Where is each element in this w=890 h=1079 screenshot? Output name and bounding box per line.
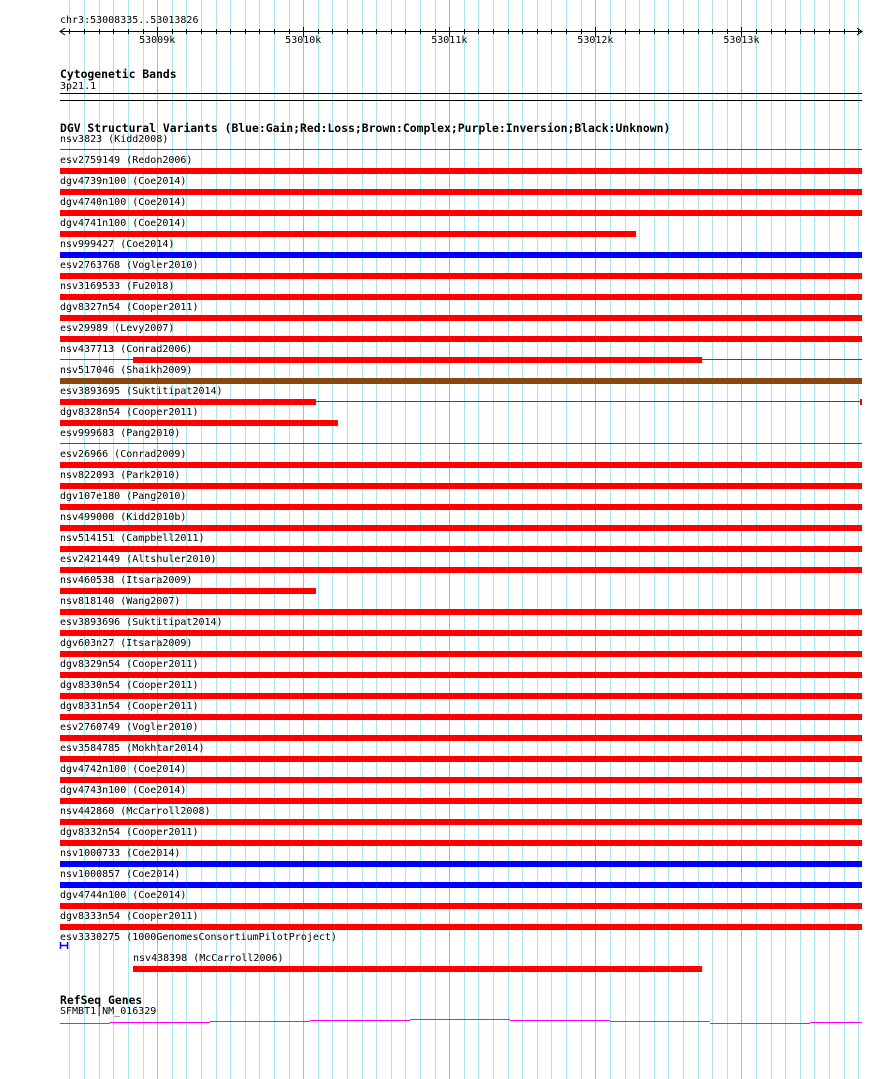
variant-label[interactable]: dgv4739n100 (Coe2014) bbox=[60, 176, 187, 187]
variant-label[interactable]: nsv514151 (Campbell2011) bbox=[60, 533, 205, 544]
variant-bar bbox=[60, 819, 862, 825]
variant-bar bbox=[60, 252, 862, 258]
variant-bar bbox=[60, 189, 862, 195]
variant-label[interactable]: esv2421449 (Altshuler2010) bbox=[60, 554, 217, 565]
variant-label[interactable]: dgv4744n100 (Coe2014) bbox=[60, 890, 187, 901]
variant-label[interactable]: nsv3169533 (Fu2018) bbox=[60, 281, 175, 292]
variant-bar bbox=[60, 756, 862, 762]
variant-bar bbox=[60, 231, 636, 237]
variant-bar bbox=[60, 924, 862, 930]
variant-label[interactable]: dgv4741n100 (Coe2014) bbox=[60, 218, 187, 229]
region-label: chr3:53008335..53013826 bbox=[60, 15, 199, 26]
variant-label[interactable]: esv2763768 (Vogler2010) bbox=[60, 260, 199, 271]
variant-label[interactable]: nsv818140 (Wang2007) bbox=[60, 596, 181, 607]
variant-label[interactable]: nsv1000733 (Coe2014) bbox=[60, 848, 181, 859]
variant-label[interactable]: nsv1000857 (Coe2014) bbox=[60, 869, 181, 880]
variant-bar bbox=[60, 336, 862, 342]
variant-label[interactable]: esv29989 (Levy2007) bbox=[60, 323, 175, 334]
variant-label[interactable]: dgv8331n54 (Cooper2011) bbox=[60, 701, 199, 712]
variant-label[interactable]: dgv8333n54 (Cooper2011) bbox=[60, 911, 199, 922]
variant-label[interactable]: dgv8332n54 (Cooper2011) bbox=[60, 827, 199, 838]
variant-bar bbox=[60, 693, 862, 699]
variant-bar bbox=[60, 315, 862, 321]
variant-label[interactable]: nsv3823 (Kidd2008) bbox=[60, 134, 169, 145]
variant-bar bbox=[60, 840, 862, 846]
ruler-tick-label: 53013k bbox=[723, 35, 760, 46]
variant-bar bbox=[60, 462, 862, 468]
variant-bar bbox=[60, 210, 862, 216]
variant-bar bbox=[60, 273, 862, 279]
ruler-tick-label: 53012k bbox=[577, 35, 614, 46]
cytoband-track-title[interactable]: Cytogenetic Bands bbox=[60, 67, 177, 81]
variant-bar bbox=[60, 168, 862, 174]
variant-bar bbox=[60, 903, 862, 909]
variant-bar bbox=[60, 420, 338, 426]
variant-label[interactable]: esv3584785 (Mokhtar2014) bbox=[60, 743, 205, 754]
variant-bar bbox=[60, 630, 862, 636]
dgv-track-title[interactable]: DGV Structural Variants (Blue:Gain;Red:Loss;Brown:Complex;Purple:Inversion;Black:Unknown) bbox=[60, 121, 671, 135]
variant-bar bbox=[133, 357, 702, 363]
variant-bar bbox=[60, 378, 862, 384]
variant-label[interactable]: dgv8327n54 (Cooper2011) bbox=[60, 302, 199, 313]
variant-label[interactable]: dgv4742n100 (Coe2014) bbox=[60, 764, 187, 775]
variant-end-tick bbox=[860, 399, 862, 405]
variant-label[interactable]: nsv822093 (Park2010) bbox=[60, 470, 181, 481]
variant-bar bbox=[60, 735, 862, 741]
variant-label[interactable]: nsv437713 (Conrad2006) bbox=[60, 344, 193, 355]
variant-label[interactable]: nsv438398 (McCarroll2006) bbox=[133, 953, 284, 964]
variant-label[interactable]: nsv442860 (McCarroll2008) bbox=[60, 806, 211, 817]
variant-label[interactable]: dgv603n27 (Itsara2009) bbox=[60, 638, 193, 649]
variant-bar bbox=[60, 882, 862, 888]
variant-bar bbox=[60, 798, 862, 804]
gene-label[interactable]: SFMBT1|NM_016329 bbox=[60, 1006, 157, 1017]
variant-bar bbox=[60, 525, 862, 531]
variant-label[interactable]: nsv460538 (Itsara2009) bbox=[60, 575, 193, 586]
variant-bar bbox=[60, 651, 862, 657]
variant-label[interactable]: esv999683 (Pang2010) bbox=[60, 428, 181, 439]
ruler-tick-label: 53009k bbox=[139, 35, 176, 46]
variant-bar bbox=[60, 942, 68, 949]
variant-bar bbox=[60, 609, 862, 615]
variant-label[interactable]: dgv4740n100 (Coe2014) bbox=[60, 197, 187, 208]
variant-label[interactable]: esv2760749 (Vogler2010) bbox=[60, 722, 199, 733]
variant-label[interactable]: esv3893696 (Suktitipat2014) bbox=[60, 617, 223, 628]
refseq-track-title[interactable]: RefSeq Genes bbox=[60, 993, 143, 1007]
ruler-tick-label: 53010k bbox=[285, 35, 322, 46]
variant-label[interactable]: nsv499000 (Kidd2010b) bbox=[60, 512, 187, 523]
variant-bar bbox=[60, 672, 862, 678]
variant-label[interactable]: esv3330275 (1000GenomesConsortiumPilotProject) bbox=[60, 932, 337, 943]
variant-label[interactable]: nsv999427 (Coe2014) bbox=[60, 239, 175, 250]
variant-label[interactable]: dgv8328n54 (Cooper2011) bbox=[60, 407, 199, 418]
ruler-tick-label: 53011k bbox=[431, 35, 468, 46]
variant-label[interactable]: dgv4743n100 (Coe2014) bbox=[60, 785, 187, 796]
variant-bar bbox=[60, 861, 862, 867]
variant-label[interactable]: esv2759149 (Redon2006) bbox=[60, 155, 193, 166]
variant-label[interactable]: nsv517046 (Shaikh2009) bbox=[60, 365, 193, 376]
variant-bar bbox=[60, 294, 862, 300]
variant-label[interactable]: dgv8329n54 (Cooper2011) bbox=[60, 659, 199, 670]
variant-bar bbox=[60, 588, 316, 594]
cytoband-label: 3p21.1 bbox=[60, 81, 97, 92]
variant-label[interactable]: esv3893695 (Suktitipat2014) bbox=[60, 386, 223, 397]
variant-bar bbox=[60, 567, 862, 573]
variant-bar bbox=[60, 399, 316, 405]
variant-label[interactable]: dgv107e180 (Pang2010) bbox=[60, 491, 187, 502]
variant-bar bbox=[60, 714, 862, 720]
variant-bar bbox=[60, 483, 862, 489]
variant-label[interactable]: dgv8330n54 (Cooper2011) bbox=[60, 680, 199, 691]
variant-label[interactable]: esv26966 (Conrad2009) bbox=[60, 449, 187, 460]
variant-bar bbox=[60, 504, 862, 510]
variant-bar bbox=[133, 966, 702, 972]
variant-bar bbox=[60, 777, 862, 783]
variant-bar bbox=[60, 546, 862, 552]
